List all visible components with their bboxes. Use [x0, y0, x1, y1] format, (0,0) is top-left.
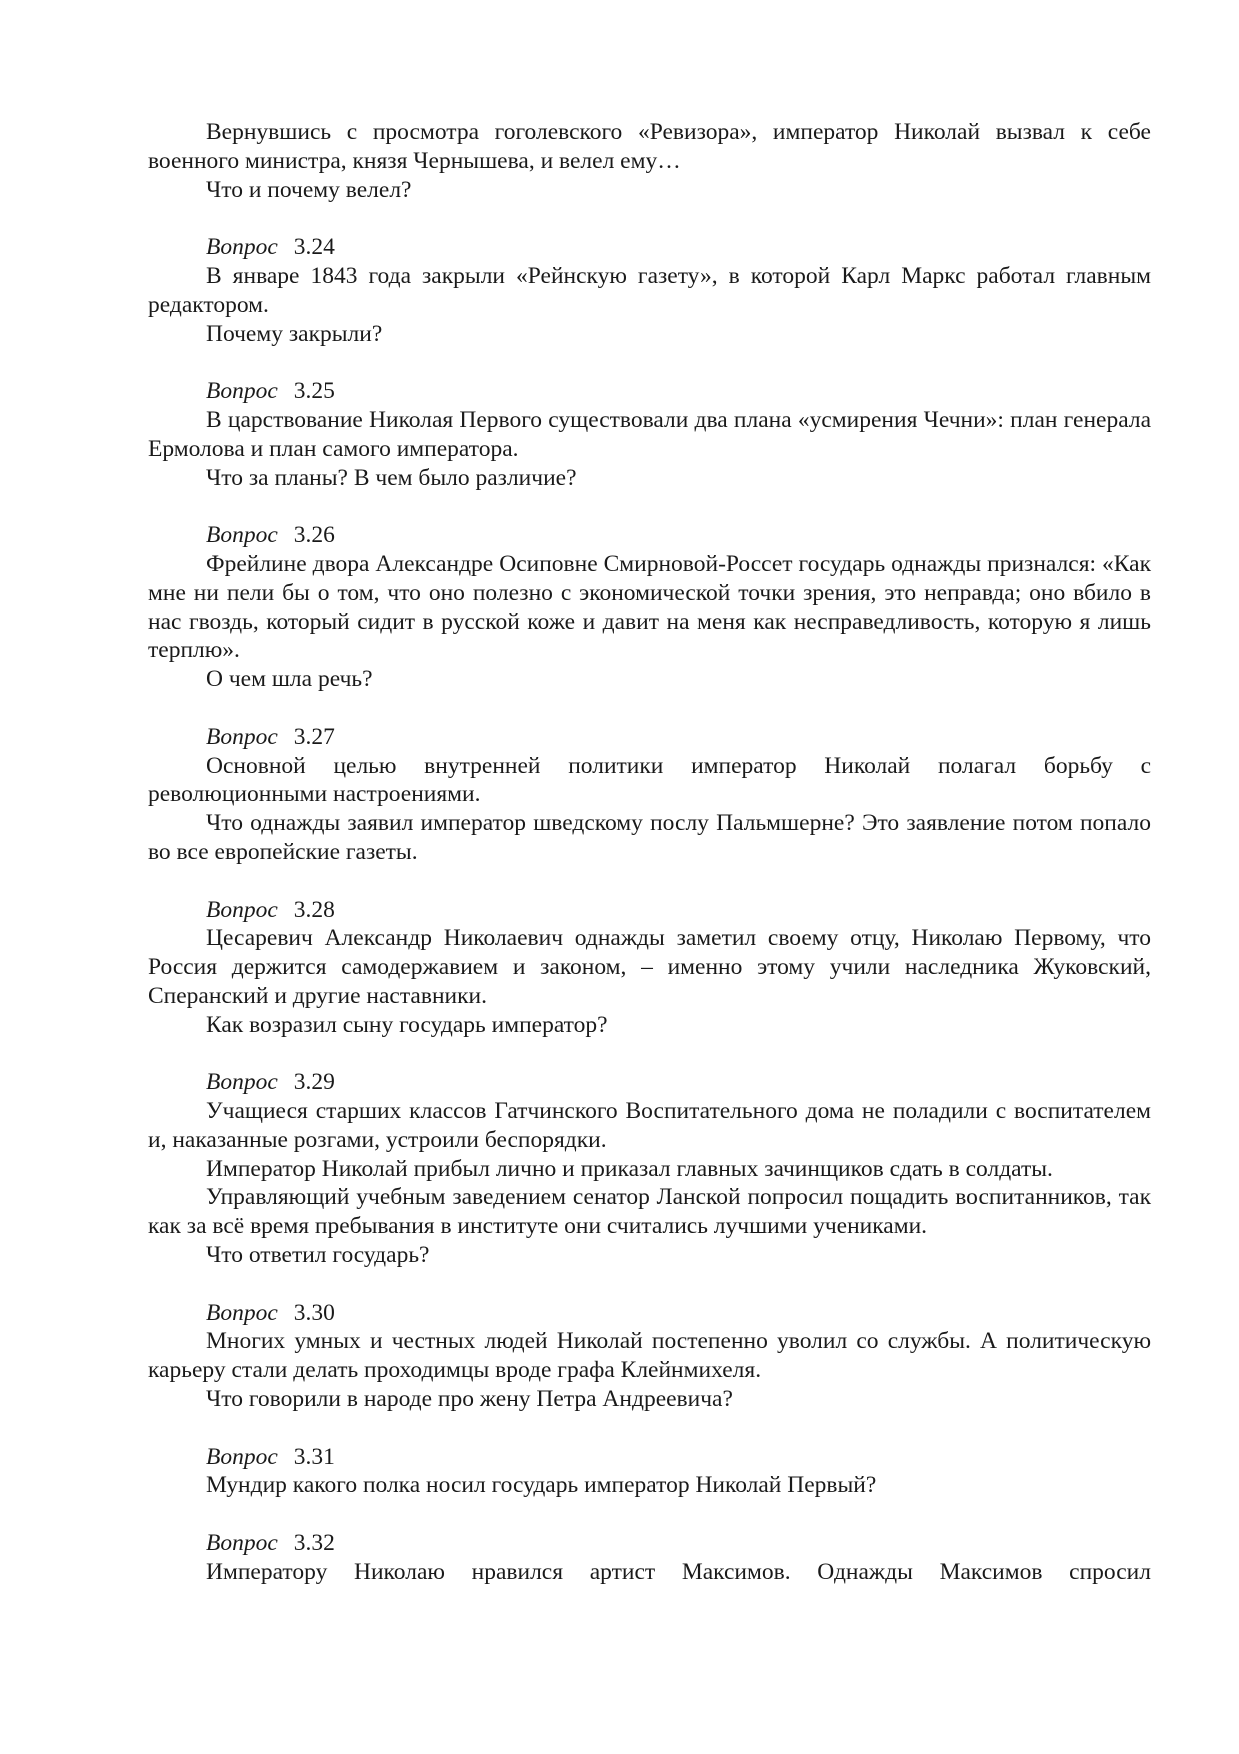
question-number: 3.25: [293, 378, 335, 405]
question-heading: [148, 377, 1151, 406]
paragraph: Вернувшись с просмотра гоголевского «Ревизора», император Николай вызвал к себе военного министра, князя Чернышева, и велел ему…: [148, 119, 1151, 174]
question-number: 3.24: [293, 234, 335, 261]
question-label: Вопрос: [206, 1530, 278, 1557]
paragraph: Основной целью внутренней политики император Николай полагал борьбу с революционными настроениями.: [148, 752, 1151, 808]
question-label: Вопрос: [206, 1069, 278, 1096]
question-number: 3.31: [293, 1443, 335, 1470]
question-label: Вопрос: [206, 723, 278, 750]
paragraph: Императору Николаю нравился артист Максимов. Однажды Максимов спросил: [206, 1558, 1151, 1585]
paragraph: Управляющий учебным заведением сенатор Ланской попросил пощадить воспитанников, так как за всё время пребывания в институте они считались лучшими учениками.: [148, 1184, 1151, 1240]
question-prompt: О чем шла речь?: [206, 666, 373, 693]
paragraph: Цесаревич Александр Николаевич однажды заметил своему отцу, Николаю Первому, что Россия держится самодержавием и законом, – именно этому учили наследника Жуковский, Сперанский и другие наставники.: [148, 925, 1151, 1009]
question-number: 3.26: [293, 522, 335, 549]
question-label: Вопрос: [206, 896, 278, 923]
question-prompt: Что ответил государь?: [206, 1242, 430, 1269]
question-label: Вопрос: [206, 234, 278, 261]
question-heading: [148, 521, 1151, 550]
question-number: 3.27: [293, 723, 335, 750]
question-label: Вопрос: [206, 378, 278, 405]
question-number: 3.29: [293, 1069, 335, 1096]
question-heading: [148, 896, 1151, 925]
question-prompt: Что и почему велел?: [206, 176, 412, 203]
question-heading: [148, 1299, 1151, 1328]
question-prompt: Мундир какого полка носил государь император Николай Первый?: [206, 1472, 877, 1499]
question-heading: [148, 723, 1151, 752]
question-number: 3.28: [293, 896, 335, 923]
question-prompt: Что однажды заявил император шведскому послу Пальмшерне? Это заявление потом попало во все европейские газеты.: [148, 810, 1151, 865]
question-prompt: Что говорили в народе про жену Петра Андреевича?: [206, 1386, 733, 1413]
paragraph: Фрейлине двора Александре Осиповне Смирновой-Россет государь однажды признался: «Как мне ни пели бы о том, что оно полезно с экономической точки зрения, это неправда; оно вбило в нас гвоздь, который сидит в русской коже и давит на меня как несправедливость, которую я лишь терплю».: [148, 550, 1151, 664]
question-prompt: Почему закрыли?: [206, 320, 383, 347]
document-page: [148, 118, 1151, 1587]
question-label: Вопрос: [206, 1443, 278, 1470]
question-heading: [148, 233, 1151, 262]
paragraph: В царствование Николая Первого существовали два плана «усмирения Чечни»: план генерала Ермолова и план самого императора.: [148, 406, 1151, 462]
question-prompt: Как возразил сыну государь император?: [206, 1011, 608, 1038]
question-label: Вопрос: [206, 1299, 278, 1326]
question-prompt: Что за планы? В чем было различие?: [206, 464, 577, 491]
question-heading: [148, 1068, 1151, 1097]
question-label: Вопрос: [206, 522, 278, 549]
paragraph: Учащиеся старших классов Гатчинского Воспитательного дома не поладили с воспитателем и, наказанные розгами, устроили беспорядки.: [148, 1098, 1151, 1153]
paragraph: Император Николай прибыл лично и приказал главных зачинщиков сдать в солдаты.: [206, 1155, 1053, 1182]
paragraph: В январе 1843 года закрыли «Рейнскую газету», в которой Карл Маркс работал главным редактором.: [148, 262, 1151, 318]
paragraph: Многих умных и честных людей Николай постепенно уволил со службы. А политическую карьеру стали делать проходимцы вроде графа Клейнмихеля.: [148, 1328, 1151, 1384]
question-number: 3.32: [293, 1530, 335, 1557]
question-heading: [148, 1529, 1151, 1558]
question-heading: [148, 1443, 1151, 1472]
question-number: 3.30: [293, 1299, 335, 1326]
